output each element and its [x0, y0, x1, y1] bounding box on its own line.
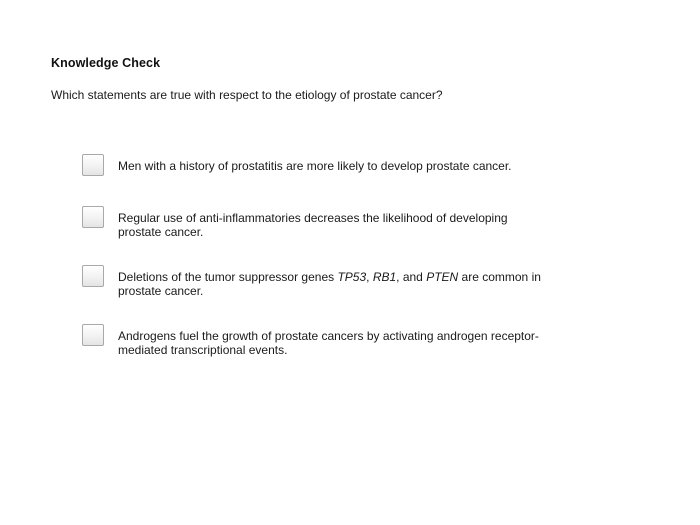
checkbox-option-4[interactable]	[82, 324, 104, 346]
answer-option-4-label: Androgens fuel the growth of prostate cancers by activating androgen receptor-mediated transcriptional events.	[118, 329, 539, 357]
checkbox-option-3[interactable]	[82, 265, 104, 287]
answer-option-4[interactable]	[82, 324, 542, 357]
answer-option-2[interactable]	[82, 206, 542, 239]
gene-pten: PTEN	[426, 270, 459, 284]
answer-option-2-label: Regular use of anti-inflammatories decreases the likelihood of developing prostate cancer.	[118, 211, 508, 239]
checkbox-option-2[interactable]	[82, 206, 104, 228]
option-3-text-part: Deletions of the tumor suppressor genes	[118, 270, 338, 284]
option-3-text-part: , and	[396, 270, 427, 284]
option-3-text-part: ,	[366, 270, 373, 284]
gene-tp53: TP53	[337, 270, 367, 284]
checkbox-option-1[interactable]	[82, 154, 104, 176]
answer-option-3-label	[118, 265, 542, 298]
option-3-text-part: are common in prostate cancer.	[118, 270, 541, 298]
answer-option-3[interactable]	[82, 265, 542, 298]
gene-rb1: RB1	[372, 270, 397, 284]
answer-option-1[interactable]	[82, 154, 542, 176]
answer-option-1-label: Men with a history of prostatitis are more likely to develop prostate cancer.	[118, 159, 512, 173]
page-title: Knowledge Check	[51, 56, 161, 70]
question-text: Which statements are true with respect to the etiology of prostate cancer?	[51, 88, 443, 102]
